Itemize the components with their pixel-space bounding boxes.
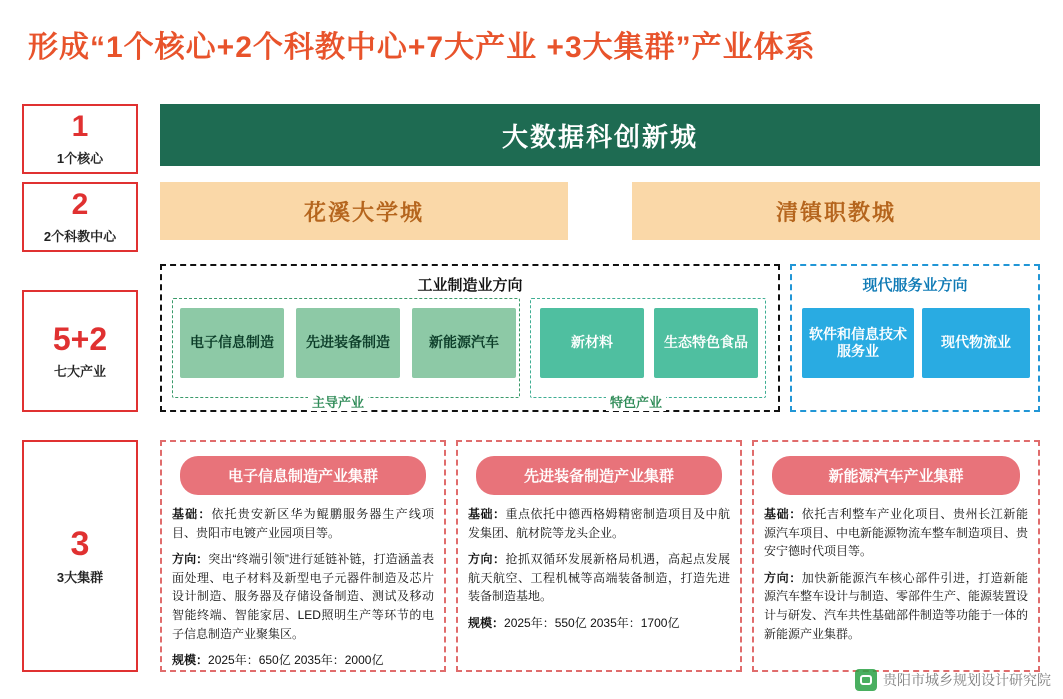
cluster-scale-text: 2025年：550亿 2035年：1700亿 <box>504 615 680 630</box>
industry-chip-software-it-services: 软件和信息技术服务业 <box>802 308 914 378</box>
watermark-text: 贵阳市城乡规划设计研究院 <box>883 672 1051 688</box>
cluster-direction <box>468 550 730 606</box>
rail-number: 3 <box>70 524 90 563</box>
rail-item-clusters <box>22 440 138 672</box>
cluster-card-electronics <box>160 440 446 672</box>
cluster-base-text: 重点依托中德西格姆精密制造项目及中航发集团、航材院等龙头企业。 <box>468 507 730 540</box>
cluster-base <box>172 505 434 542</box>
cluster-scale-text: 2025年：650亿 2035年：2000亿 <box>208 653 384 668</box>
industry-chip-equipment: 先进装备制造 <box>296 308 400 378</box>
rail-label: 3大集群 <box>56 569 104 585</box>
manufacturing-heading: 工业制造业方向 <box>417 277 523 294</box>
cluster-base <box>468 505 730 542</box>
cluster-card-new-energy-vehicle <box>752 440 1040 672</box>
rail-label: 1个核心 <box>56 150 104 166</box>
rail-number: 2 <box>71 187 89 221</box>
cluster-title: 先进装备制造产业集群 <box>476 456 722 495</box>
rail-label: 七大产业 <box>53 363 106 379</box>
industry-chip-modern-logistics: 现代物流业 <box>922 308 1030 378</box>
cluster-base-text: 依托贵安新区华为鲲鹏服务器生产线项目、贵阳市电镀产业园项目等。 <box>172 507 434 540</box>
cluster-title: 电子信息制造产业集群 <box>180 456 426 495</box>
cluster-direction-text: 抢抓双循环发展新格局机遇，高起点发展航天航空、工程机械等高端装备制造，打造先进装备制造基地。 <box>468 552 730 604</box>
cluster-direction-label: 方向： <box>468 552 506 567</box>
cluster-direction-label: 方向： <box>172 552 209 567</box>
industry-chip-eco-food: 生态特色食品 <box>654 308 758 378</box>
cluster-direction <box>172 550 434 643</box>
core-banner: 大数据科创新城 <box>160 104 1040 166</box>
leading-industry-caption: 主导产业 <box>308 392 368 411</box>
cluster-direction-text: 加快新能源汽车核心部件引进，打造新能源汽车整车设计与制造、零部件生产、能源装置设计与研发、汽车共性基础部件制造等功能于一体的新能源产业集群。 <box>764 570 1029 641</box>
rail-item-industries <box>22 290 138 412</box>
rail-item-education <box>22 182 138 252</box>
cluster-direction-text: 突出“终端引领”进行延链补链，打造涵盖表面处理、电子材料及新型电子元器件制造及芯片设计制造、服务器及存储设备制造、测试及移动智能终端、智能家居、LED照明生产等环节的电子信息制造产业聚集区。 <box>172 552 434 641</box>
cluster-scale <box>172 651 434 670</box>
page-title: 形成“1个核心+2个科教中心+7大产业 +3大集群”产业体系 <box>28 31 816 64</box>
industry-chip-new-energy-vehicle: 新能源汽车 <box>412 308 516 378</box>
cluster-base <box>764 505 1028 561</box>
education-center-2: 清镇职教城 <box>632 182 1040 240</box>
cluster-direction <box>764 569 1028 643</box>
wechat-logo-icon <box>855 669 877 691</box>
industry-chip-new-materials: 新材料 <box>540 308 644 378</box>
industry-chip-electronics: 电子信息制造 <box>180 308 284 378</box>
cluster-base-label: 基础： <box>468 507 506 521</box>
watermark <box>855 669 1051 691</box>
cluster-scale-label: 规模： <box>468 615 505 630</box>
rail-label: 2个科教中心 <box>43 228 117 244</box>
cluster-title: 新能源汽车产业集群 <box>772 456 1020 495</box>
cluster-card-equipment <box>456 440 742 672</box>
services-heading: 现代服务业方向 <box>862 277 968 294</box>
cluster-scale <box>468 614 730 633</box>
cluster-base-label: 基础： <box>172 507 212 521</box>
education-center-1: 花溪大学城 <box>160 182 568 240</box>
cluster-scale-label: 规模： <box>172 653 209 668</box>
cluster-base-label: 基础： <box>764 507 802 521</box>
manufacturing-panel <box>160 264 780 412</box>
feature-industry-caption: 特色产业 <box>606 392 666 411</box>
services-panel <box>790 264 1040 412</box>
rail-item-core <box>22 104 138 174</box>
rail-number: 5+2 <box>52 320 108 357</box>
cluster-base-text: 依托吉利整车产业化项目、贵州长江新能源汽车项目、中电新能源物流车整车制造项目、贵安宁德时代项目等。 <box>764 507 1029 559</box>
cluster-direction-label: 方向： <box>764 570 802 585</box>
rail-number: 1 <box>71 109 89 143</box>
